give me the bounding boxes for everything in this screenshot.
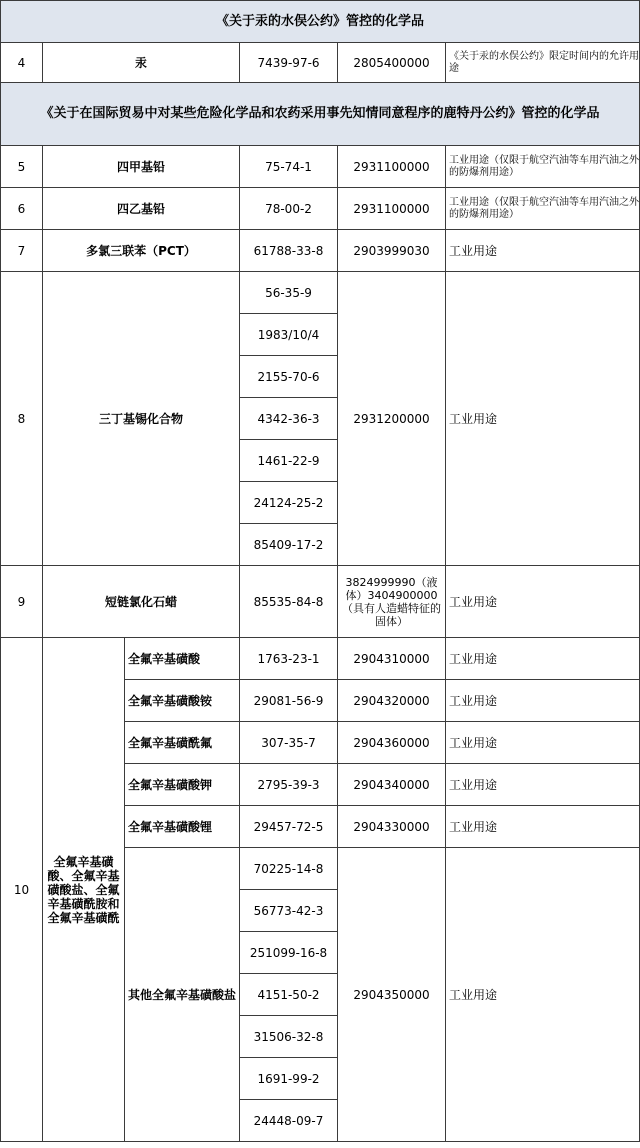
permitted-use: 工业用途 [446, 764, 640, 806]
cas-number: 4151-50-2 [240, 974, 338, 1016]
cas-number: 7439-97-6 [240, 43, 338, 83]
cas-number: 29457-72-5 [240, 806, 338, 848]
chemical-name: 全氟辛基磺酸 [125, 638, 240, 680]
row-number: 9 [1, 566, 43, 638]
permitted-use: 工业用途 [446, 638, 640, 680]
commodity-code: 2931100000 [338, 146, 446, 188]
commodity-code: 2931200000 [338, 272, 446, 566]
commodity-code: 2904340000 [338, 764, 446, 806]
cas-number: 1691-99-2 [240, 1058, 338, 1100]
chemical-name: 三丁基锡化合物 [43, 272, 240, 566]
commodity-code: 2904330000 [338, 806, 446, 848]
cas-number: 31506-32-8 [240, 1016, 338, 1058]
cas-number: 85535-84-8 [240, 566, 338, 638]
chemical-name: 短链氯化石蜡 [43, 566, 240, 638]
cas-number: 75-74-1 [240, 146, 338, 188]
row-number: 6 [1, 188, 43, 230]
chemical-name: 多氯三联苯（PCT） [43, 230, 240, 272]
permitted-use: 工业用途（仅限于航空汽油等车用汽油之外的防爆剂用途） [446, 146, 640, 188]
commodity-code: 2903999030 [338, 230, 446, 272]
chemical-name: 全氟辛基磺酸锂 [125, 806, 240, 848]
cas-number: 78-00-2 [240, 188, 338, 230]
chemical-name: 四甲基铅 [43, 146, 240, 188]
row-number: 8 [1, 272, 43, 566]
cas-number: 85409-17-2 [240, 524, 338, 566]
chemical-name: 全氟辛基磺酰氟 [125, 722, 240, 764]
commodity-code: 3824999990（液体）3404900000（具有人造蜡特征的固体） [338, 566, 446, 638]
permitted-use: 《关于汞的水俣公约》限定时间内的允许用途 [446, 43, 640, 83]
cas-number: 251099-16-8 [240, 932, 338, 974]
cas-number: 307-35-7 [240, 722, 338, 764]
permitted-use: 工业用途 [446, 806, 640, 848]
commodity-code: 2904360000 [338, 722, 446, 764]
permitted-use: 工业用途 [446, 566, 640, 638]
commodity-code: 2904320000 [338, 680, 446, 722]
chemical-name: 其他全氟辛基磺酸盐 [125, 848, 240, 1142]
cas-number: 2155-70-6 [240, 356, 338, 398]
commodity-code: 2805400000 [338, 43, 446, 83]
commodity-code: 2904350000 [338, 848, 446, 1142]
chemical-name: 全氟辛基磺酸铵 [125, 680, 240, 722]
permitted-use: 工业用途 [446, 680, 640, 722]
permitted-use: 工业用途 [446, 848, 640, 1142]
chemical-name: 汞 [43, 43, 240, 83]
row-number: 4 [1, 43, 43, 83]
cas-number: 29081-56-9 [240, 680, 338, 722]
chemical-group-name: 全氟辛基磺酸、全氟辛基磺酸盐、全氟辛基磺酰胺和全氟辛基磺酰 [43, 638, 125, 1142]
permitted-use: 工业用途（仅限于航空汽油等车用汽油之外的防爆剂用途） [446, 188, 640, 230]
permitted-use: 工业用途 [446, 272, 640, 566]
permitted-use: 工业用途 [446, 230, 640, 272]
cas-number: 24448-09-7 [240, 1100, 338, 1142]
chemical-name: 全氟辛基磺酸钾 [125, 764, 240, 806]
cas-number: 56-35-9 [240, 272, 338, 314]
commodity-code: 2931100000 [338, 188, 446, 230]
permitted-use: 工业用途 [446, 722, 640, 764]
cas-number: 1983/10/4 [240, 314, 338, 356]
cas-number: 4342-36-3 [240, 398, 338, 440]
section-header-rotterdam: 《关于在国际贸易中对某些危险化学品和农药采用事先知情同意程序的鹿特丹公约》管控的化学品 [1, 83, 640, 146]
cas-number: 70225-14-8 [240, 848, 338, 890]
cas-number: 24124-25-2 [240, 482, 338, 524]
chemical-name: 四乙基铅 [43, 188, 240, 230]
cas-number: 56773-42-3 [240, 890, 338, 932]
cas-number: 1461-22-9 [240, 440, 338, 482]
commodity-code: 2904310000 [338, 638, 446, 680]
row-number: 5 [1, 146, 43, 188]
section-header-minamata: 《关于汞的水俣公约》管控的化学品 [1, 1, 640, 43]
row-number: 7 [1, 230, 43, 272]
cas-number: 61788-33-8 [240, 230, 338, 272]
row-number: 10 [1, 638, 43, 1142]
cas-number: 2795-39-3 [240, 764, 338, 806]
cas-number: 1763-23-1 [240, 638, 338, 680]
